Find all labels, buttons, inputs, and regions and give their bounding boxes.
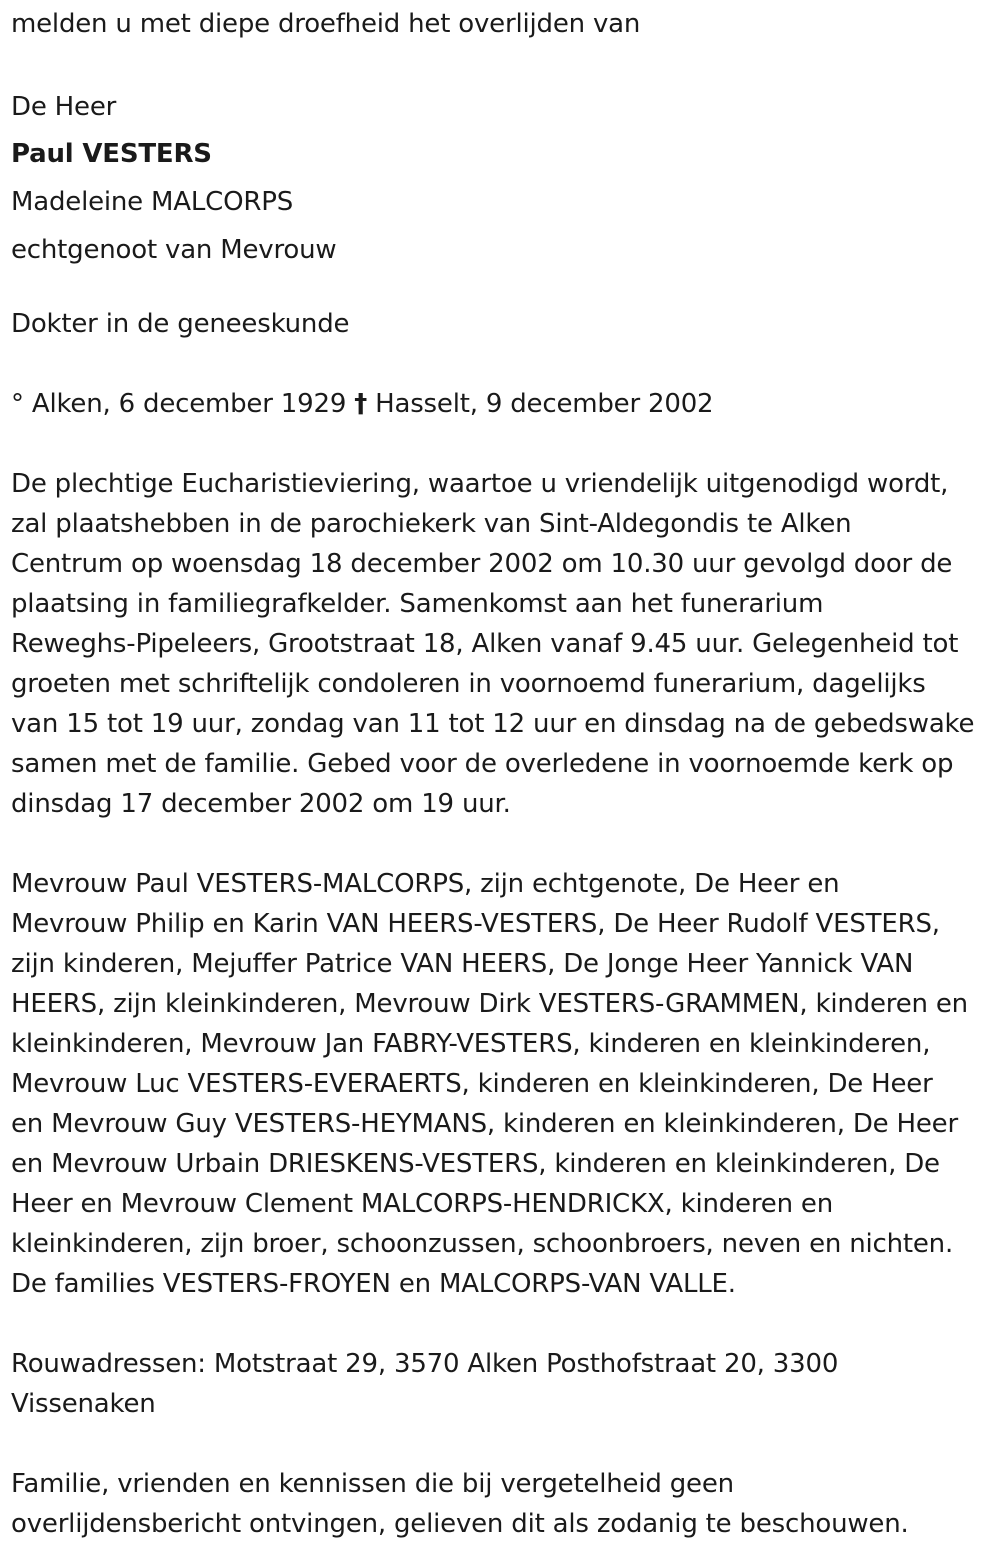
life-dates	[11, 384, 993, 424]
ceremony-line: samen met de familie. Gebed voor de overledene in voornoemde kerk op	[11, 749, 954, 779]
death-date: Hasselt, 9 december 2002	[375, 389, 714, 419]
address-line: Vissenaken	[11, 1389, 156, 1419]
closing-line: overlijdensbericht ontvingen, gelieven dit als zodanig te beschouwen.	[11, 1509, 909, 1539]
address-line: Rouwadressen: Motstraat 29, 3570 Alken Posthofstraat 20, 3300	[11, 1349, 839, 1379]
family-line: Heer en Mevrouw Clement MALCORPS-HENDRICKX, kinderen en	[11, 1189, 833, 1219]
ceremony-line: dinsdag 17 december 2002 om 19 uur.	[11, 789, 511, 819]
birth-date: ° Alken, 6 december 1929	[11, 389, 347, 419]
family-line: kleinkinderen, Mevrouw Jan FABRY-VESTERS, kinderen en kleinkinderen,	[11, 1029, 931, 1059]
intro-text: melden u met diepe droefheid het overlijden van	[11, 9, 641, 39]
ceremony-line: De plechtige Eucharistieviering, waartoe u vriendelijk uitgenodigd wordt,	[11, 469, 949, 499]
family-line: zijn kinderen, Mejuffer Patrice VAN HEERS, De Jonge Heer Yannick VAN	[11, 949, 914, 979]
obituary-document	[11, 4, 993, 1544]
family-line: De families VESTERS-FROYEN en MALCORPS-VAN VALLE.	[11, 1269, 736, 1299]
spouse-name: Madeleine MALCORPS	[11, 187, 294, 217]
family-line: kleinkinderen, zijn broer, schoonzussen, schoonbroers, neven en nichten.	[11, 1229, 954, 1259]
ceremony-line: van 15 tot 19 uur, zondag van 11 tot 12 uur en dinsdag na de gebedswake	[11, 709, 975, 739]
ceremony-line: groeten met schriftelijk condoleren in voornoemd funerarium, dagelijks	[11, 669, 926, 699]
closing-paragraph	[11, 1464, 993, 1544]
profession-text: Dokter in de geneeskunde	[11, 309, 350, 339]
title-line: De Heer	[11, 92, 117, 122]
ceremony-line: Reweghs-Pipeleers, Grootstraat 18, Alken vanaf 9.45 uur. Gelegenheid tot	[11, 629, 959, 659]
family-line: en Mevrouw Guy VESTERS-HEYMANS, kinderen en kleinkinderen, De Heer	[11, 1109, 958, 1139]
ceremony-line: zal plaatshebben in de parochiekerk van Sint-Aldegondis te Alken	[11, 509, 852, 539]
deceased-name: Paul VESTERS	[11, 139, 212, 169]
ceremony-paragraph	[11, 464, 993, 824]
death-cross-icon: †	[354, 389, 368, 419]
address-paragraph	[11, 1344, 993, 1424]
family-line: en Mevrouw Urbain DRIESKENS-VESTERS, kinderen en kleinkinderen, De	[11, 1149, 940, 1179]
family-line: Mevrouw Philip en Karin VAN HEERS-VESTERS, De Heer Rudolf VESTERS,	[11, 909, 940, 939]
ceremony-line: Centrum op woensdag 18 december 2002 om 10.30 uur gevolgd door de	[11, 549, 953, 579]
family-line: Mevrouw Paul VESTERS-MALCORPS, zijn echtgenote, De Heer en	[11, 869, 840, 899]
closing-line: Familie, vrienden en kennissen die bij vergetelheid geen	[11, 1469, 734, 1499]
relation-text: echtgenoot van Mevrouw	[11, 235, 337, 265]
family-paragraph	[11, 864, 993, 1304]
family-line: Mevrouw Luc VESTERS-EVERAERTS, kinderen en kleinkinderen, De Heer	[11, 1069, 933, 1099]
ceremony-line: plaatsing in familiegrafkelder. Samenkomst aan het funerarium	[11, 589, 824, 619]
family-line: HEERS, zijn kleinkinderen, Mevrouw Dirk VESTERS-GRAMMEN, kinderen en	[11, 989, 968, 1019]
